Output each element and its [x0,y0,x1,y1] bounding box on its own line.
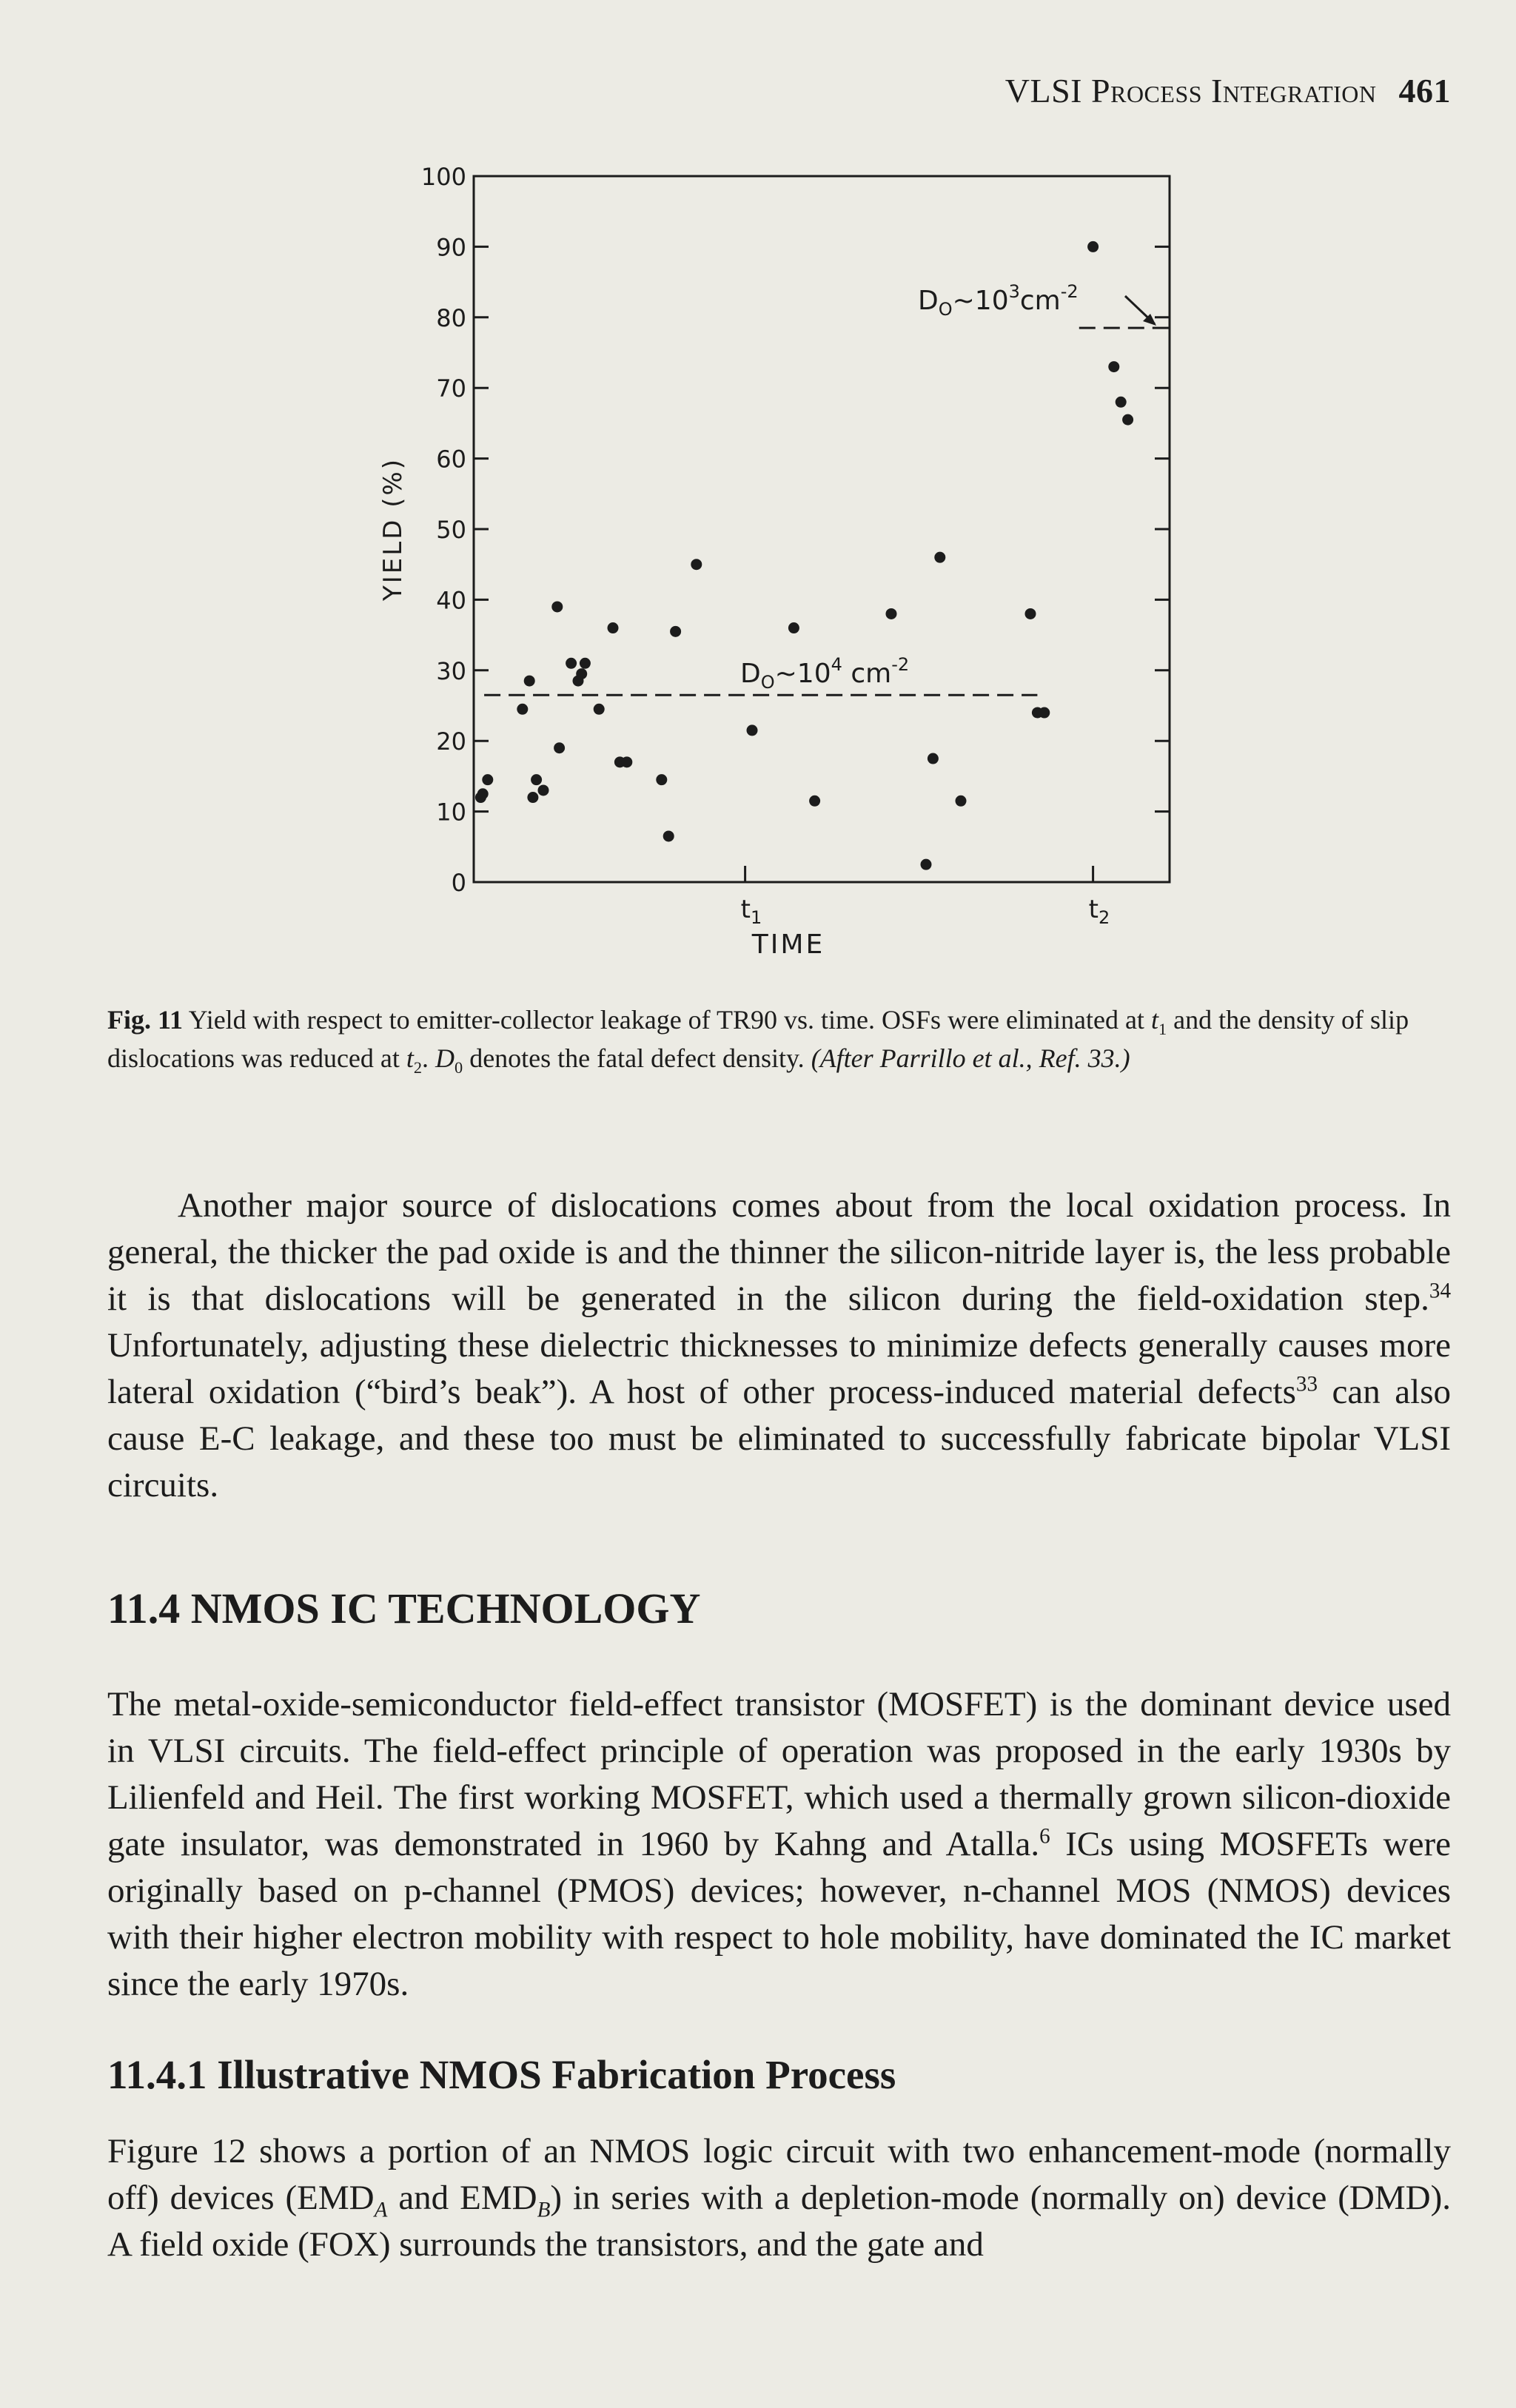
data-point-16 [608,622,619,633]
data-point-9 [551,601,563,612]
y-tick-label-40: 40 [436,586,466,615]
paragraph-fabrication [107,2128,1451,2268]
y-tick-label-90: 90 [436,233,466,262]
data-point-29 [934,552,945,563]
data-point-6 [527,792,538,803]
annotation-high-unit: cm [1019,286,1061,316]
emd-b-subscript: B [537,2198,551,2222]
annotation-high-unit-exp: -2 [1060,281,1079,302]
caption-text-4: denotes the fatal defect density. [463,1043,811,1073]
data-point-23 [747,724,758,736]
data-points [475,241,1133,870]
data-point-30 [956,796,967,807]
caption-text-2: and the density of slip dislocations was reduced at [107,1005,1409,1073]
y-tick-label-50: 50 [436,516,466,544]
caption-label: Fig. 11 [107,1005,184,1035]
data-point-24 [788,622,799,633]
annotation-high-d: D [918,286,939,316]
caption-text-1: Yield with respect to emitter-collector leakage of TR90 vs. time. OSFs were eliminated at [183,1005,1151,1035]
annotation-low-d-sub: O [760,672,775,693]
paragraph-3-part-1: Figure 12 shows a portion of an NMOS logic circuit with two enhancement-mode (normally off) devices (EMD [107,2132,1451,2217]
running-head-title: Process Integration [1091,72,1377,110]
page-number: 461 [1398,72,1451,110]
caption-d0-sub: 0 [455,1058,463,1077]
emd-a-subscript: A [374,2198,388,2222]
annotation-high-d-sub: O [938,299,953,320]
data-point-2 [477,788,489,799]
y-tick-label-0: 0 [451,869,466,897]
data-point-10 [554,742,565,753]
running-head [1005,71,1451,110]
data-point-21 [670,626,681,637]
y-tick-label-80: 80 [436,303,466,332]
data-point-5 [524,676,535,687]
data-point-26 [886,608,897,619]
caption-attribution: (After Parrillo et al., Ref. 33.) [811,1043,1130,1073]
paragraph-3-part-3: ) in series with a depletion-mode (normally on) device (DMD). A field oxide (FOX) surrounds the transistors, and the gate and [107,2179,1451,2264]
y-axis-ticks [421,163,1170,897]
caption-d0: D [435,1043,455,1073]
section-heading: 11.4 NMOS IC TECHNOLOGY [107,1584,701,1632]
reference-34: 34 [1429,1279,1451,1303]
y-axis-label: YIELD (%) [378,457,408,602]
x-axis-label: TIME [751,929,825,960]
paragraph-1-part-3: can also cause E-C leakage, and these too must be eliminated to successfully fabricate bipolar VLSI circuits. [107,1373,1451,1504]
yield-scatter-figure [355,148,1229,992]
annotation-high-density [918,281,1079,320]
data-point-27 [921,859,932,870]
figure-caption [107,1000,1451,1077]
annotation-low-mid: ~10 [774,659,831,689]
y-tick-label-20: 20 [436,727,466,756]
caption-text-3: . [422,1043,436,1073]
data-point-8 [538,784,549,796]
data-point-11 [566,658,577,669]
annotation-low-exp: 4 [831,654,842,675]
annotation-high-mid: ~10 [952,286,1009,316]
reference-6: 6 [1039,1824,1050,1849]
data-point-34 [1087,241,1099,252]
annotation-low-unit: cm [842,659,892,689]
data-point-3 [482,774,493,785]
data-point-13 [576,668,587,679]
caption-t1: t [1150,1005,1158,1035]
paragraph-dislocations [107,1183,1451,1509]
data-point-18 [621,756,632,767]
annotation-low-density [740,654,909,693]
data-point-35 [1108,361,1119,372]
paragraph-2-part-2: ICs using MOSFETs were originally based on p-channel (PMOS) devices; however, n-channel MOS (NMOS) devices with their higher electron mobility with respect to hole mobility, have dominated the IC market since the early 1970s. [107,1825,1451,2003]
subsection-heading: 11.4.1 Illustrative NMOS Fabrication Process [107,2052,896,2097]
data-point-7 [531,774,542,785]
caption-t1-sub: 1 [1158,1020,1167,1039]
y-tick-label-10: 10 [436,798,466,827]
running-head-vlsi: VLSI [1004,72,1083,110]
data-point-22 [691,559,702,570]
data-point-33 [1039,707,1050,719]
data-point-4 [517,704,528,715]
annotation-low-d: D [740,659,761,689]
data-point-15 [594,704,605,715]
data-point-20 [663,830,674,841]
caption-t2-sub: 2 [413,1058,423,1077]
dashed-lines [484,328,1170,695]
data-point-14 [580,658,591,669]
caption-t2: t [406,1043,414,1073]
x-tick-label-t2: $t_2$ [1088,895,1110,928]
reference-33: 33 [1295,1372,1318,1396]
paragraph-3-part-2: and EMD [387,2179,537,2217]
paragraph-1-part-1: Another major source of dislocations comes about from the local oxidation process. In general, the thicker the pad oxide is and the thinner the silicon-nitride layer is, the less probable it is that dislocations will be generated in the silicon during the field-oxidation step. [107,1186,1451,1318]
data-point-28 [928,753,939,764]
x-tick-label-t1: $t_1$ [740,895,762,928]
yield-scatter-chart [355,148,1229,992]
annotation-low-unit-exp: -2 [891,654,910,675]
y-tick-label-30: 30 [436,656,466,685]
paragraph-2-part-1: The metal-oxide-semiconductor field-effect transistor (MOSFET) is the dominant device used in VLSI circuits. The field-effect principle of operation was proposed in the early 1930s by Lilienfeld and Heil. The first working MOSFET, which used a thermally grown silicon-dioxide gate insulator, was demonstrated in 1960 by Kahng and Atalla. [107,1685,1451,1863]
paragraph-1-part-2: Unfortunately, adjusting these dielectric thicknesses to minimize defects generally causes more lateral oxidation (“bird’s beak”). A host of other process-induced material defects [107,1326,1451,1411]
x-axis-ticks [741,866,1110,928]
data-point-25 [809,796,820,807]
paragraph-mosfet [107,1681,1451,2008]
y-tick-label-100: 100 [420,163,466,191]
annotation-high-exp: 3 [1008,281,1020,302]
data-point-31 [1025,608,1036,619]
y-tick-label-70: 70 [436,374,466,403]
y-tick-label-60: 60 [436,445,466,474]
data-point-37 [1122,414,1133,426]
data-point-19 [656,774,667,785]
data-point-36 [1116,397,1127,408]
